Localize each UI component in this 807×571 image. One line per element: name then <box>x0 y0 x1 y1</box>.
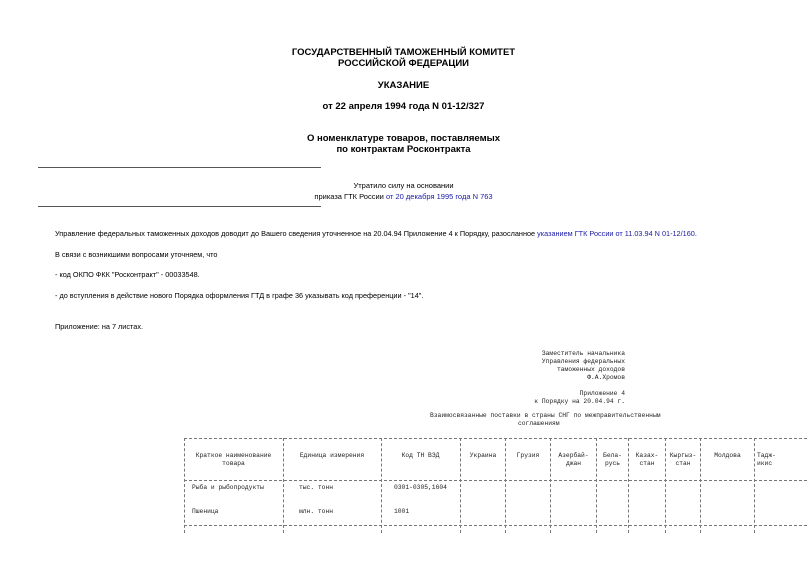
signature-name: Ф.А.Хромов <box>587 374 625 381</box>
paragraph-1-link[interactable]: указанием ГТК России от 11.03.94 N 01-12/160 <box>537 229 695 238</box>
col-sep <box>381 438 382 533</box>
col-sep <box>665 438 666 533</box>
header-tajikistan-l2: икис <box>757 459 773 467</box>
header-name-l1: Краткое наименование <box>195 452 272 459</box>
col-sep <box>460 438 461 533</box>
header-kazakhstan-l2: стан <box>639 459 655 467</box>
appendix-title: Приложение 4 <box>579 390 625 397</box>
paragraph-1-suffix: . <box>694 229 697 238</box>
col-sep <box>754 438 755 533</box>
header-kazakhstan-l1: Казах- <box>635 452 659 459</box>
paragraph-1-text: Управление федеральных таможенных доходов доводит до Вашего сведения уточненное на 20.04.94 Приложение 4 к Порядку, разосланное <box>55 229 538 238</box>
table-row-2-unit: млн. тонн <box>299 508 334 515</box>
signature-line1: Заместитель начальника <box>541 350 625 357</box>
table-row-1-name: Рыба и рыбопродукты <box>192 484 264 491</box>
table-row-2-name: Пшеница <box>192 508 219 515</box>
signature-line2: Управления федеральных <box>541 358 625 365</box>
table-rule-row1 <box>184 525 807 526</box>
header-kazakhstan <box>630 452 664 467</box>
header-belarus-l2: русь <box>604 459 621 467</box>
table-rule-top <box>184 438 807 439</box>
status-line1: Утратило силу на основании <box>353 181 454 190</box>
divider-top <box>38 167 321 168</box>
header-unit: Единица измерения <box>299 452 365 459</box>
header-kyrgyzstan <box>667 452 699 467</box>
col-sep <box>628 438 629 533</box>
paragraph-1 <box>55 229 697 239</box>
org-name-line1: ГОСУДАРСТВЕННЫЙ ТАМОЖЕННЫЙ КОМИТЕТ <box>291 47 516 58</box>
doc-type: УКАЗАНИЕ <box>377 80 430 91</box>
status-line2 <box>0 191 807 202</box>
header-azerbaijan-l2: джан <box>565 459 582 467</box>
header-name-l2: товара <box>222 459 245 467</box>
header-tajikistan <box>757 452 805 467</box>
header-tajikistan-l1: Тадж- <box>757 452 776 459</box>
header-belarus-l1: Бела- <box>603 452 622 459</box>
col-sep <box>505 438 506 533</box>
divider-bottom <box>38 206 321 207</box>
header-georgia: Грузия <box>516 452 540 459</box>
col-sep <box>283 438 284 533</box>
paragraph-2: В связи с возникшими вопросами уточняем, что <box>55 250 218 259</box>
header-belarus <box>598 452 627 467</box>
table-row-1-unit: тыс. тонн <box>299 484 334 491</box>
header-moldova: Молдова <box>714 452 741 459</box>
col-sep <box>550 438 551 533</box>
paragraph-3: - код ОКПО ФКК "Росконтракт" - 00033548. <box>55 270 200 279</box>
paragraph-4: - до вступления в действие нового Порядка оформления ГТД в графе 36 указывать код преференции - "14". <box>55 291 424 300</box>
table-row-2-code: 1001 <box>394 508 410 515</box>
paragraph-attachment: Приложение: на 7 листах. <box>55 322 144 331</box>
header-kyrgyzstan-l1: Кыргыз- <box>669 452 697 459</box>
status-link[interactable]: от 20 декабря 1995 года N 763 <box>385 192 493 201</box>
header-name <box>186 452 281 467</box>
org-name-line2: РОССИЙСКОЙ ФЕДЕРАЦИИ <box>337 58 469 69</box>
appendix-caption-line1: Взаимосвязанные поставки в страны СНГ по межправительственным <box>430 412 661 419</box>
table-row-1-code: 0301-0305,1604 <box>394 484 447 491</box>
doc-subject-line1: О номенклатуре товаров, поставляемых <box>306 133 501 144</box>
appendix-caption-line2: соглашениям <box>518 420 560 427</box>
col-sep <box>700 438 701 533</box>
header-azerbaijan <box>552 452 595 467</box>
header-code: Код ТН ВЭД <box>401 452 440 459</box>
header-kyrgyzstan-l2: стан <box>675 459 691 467</box>
col-sep <box>596 438 597 533</box>
status-line2-prefix: приказа ГТК России <box>314 192 386 201</box>
doc-subject-line2: по контрактам Росконтракта <box>336 144 471 155</box>
col-sep <box>184 438 185 533</box>
header-azerbaijan-l1: Азербай- <box>558 452 589 459</box>
table-rule-header <box>184 480 807 481</box>
appendix-ref: к Порядку на 20.04.94 г. <box>534 398 625 405</box>
doc-date-number: от 22 апреля 1994 года N 01-12/327 <box>322 101 485 112</box>
signature-line3: таможенных доходов <box>556 366 625 373</box>
header-ukraine: Украина <box>469 452 497 459</box>
